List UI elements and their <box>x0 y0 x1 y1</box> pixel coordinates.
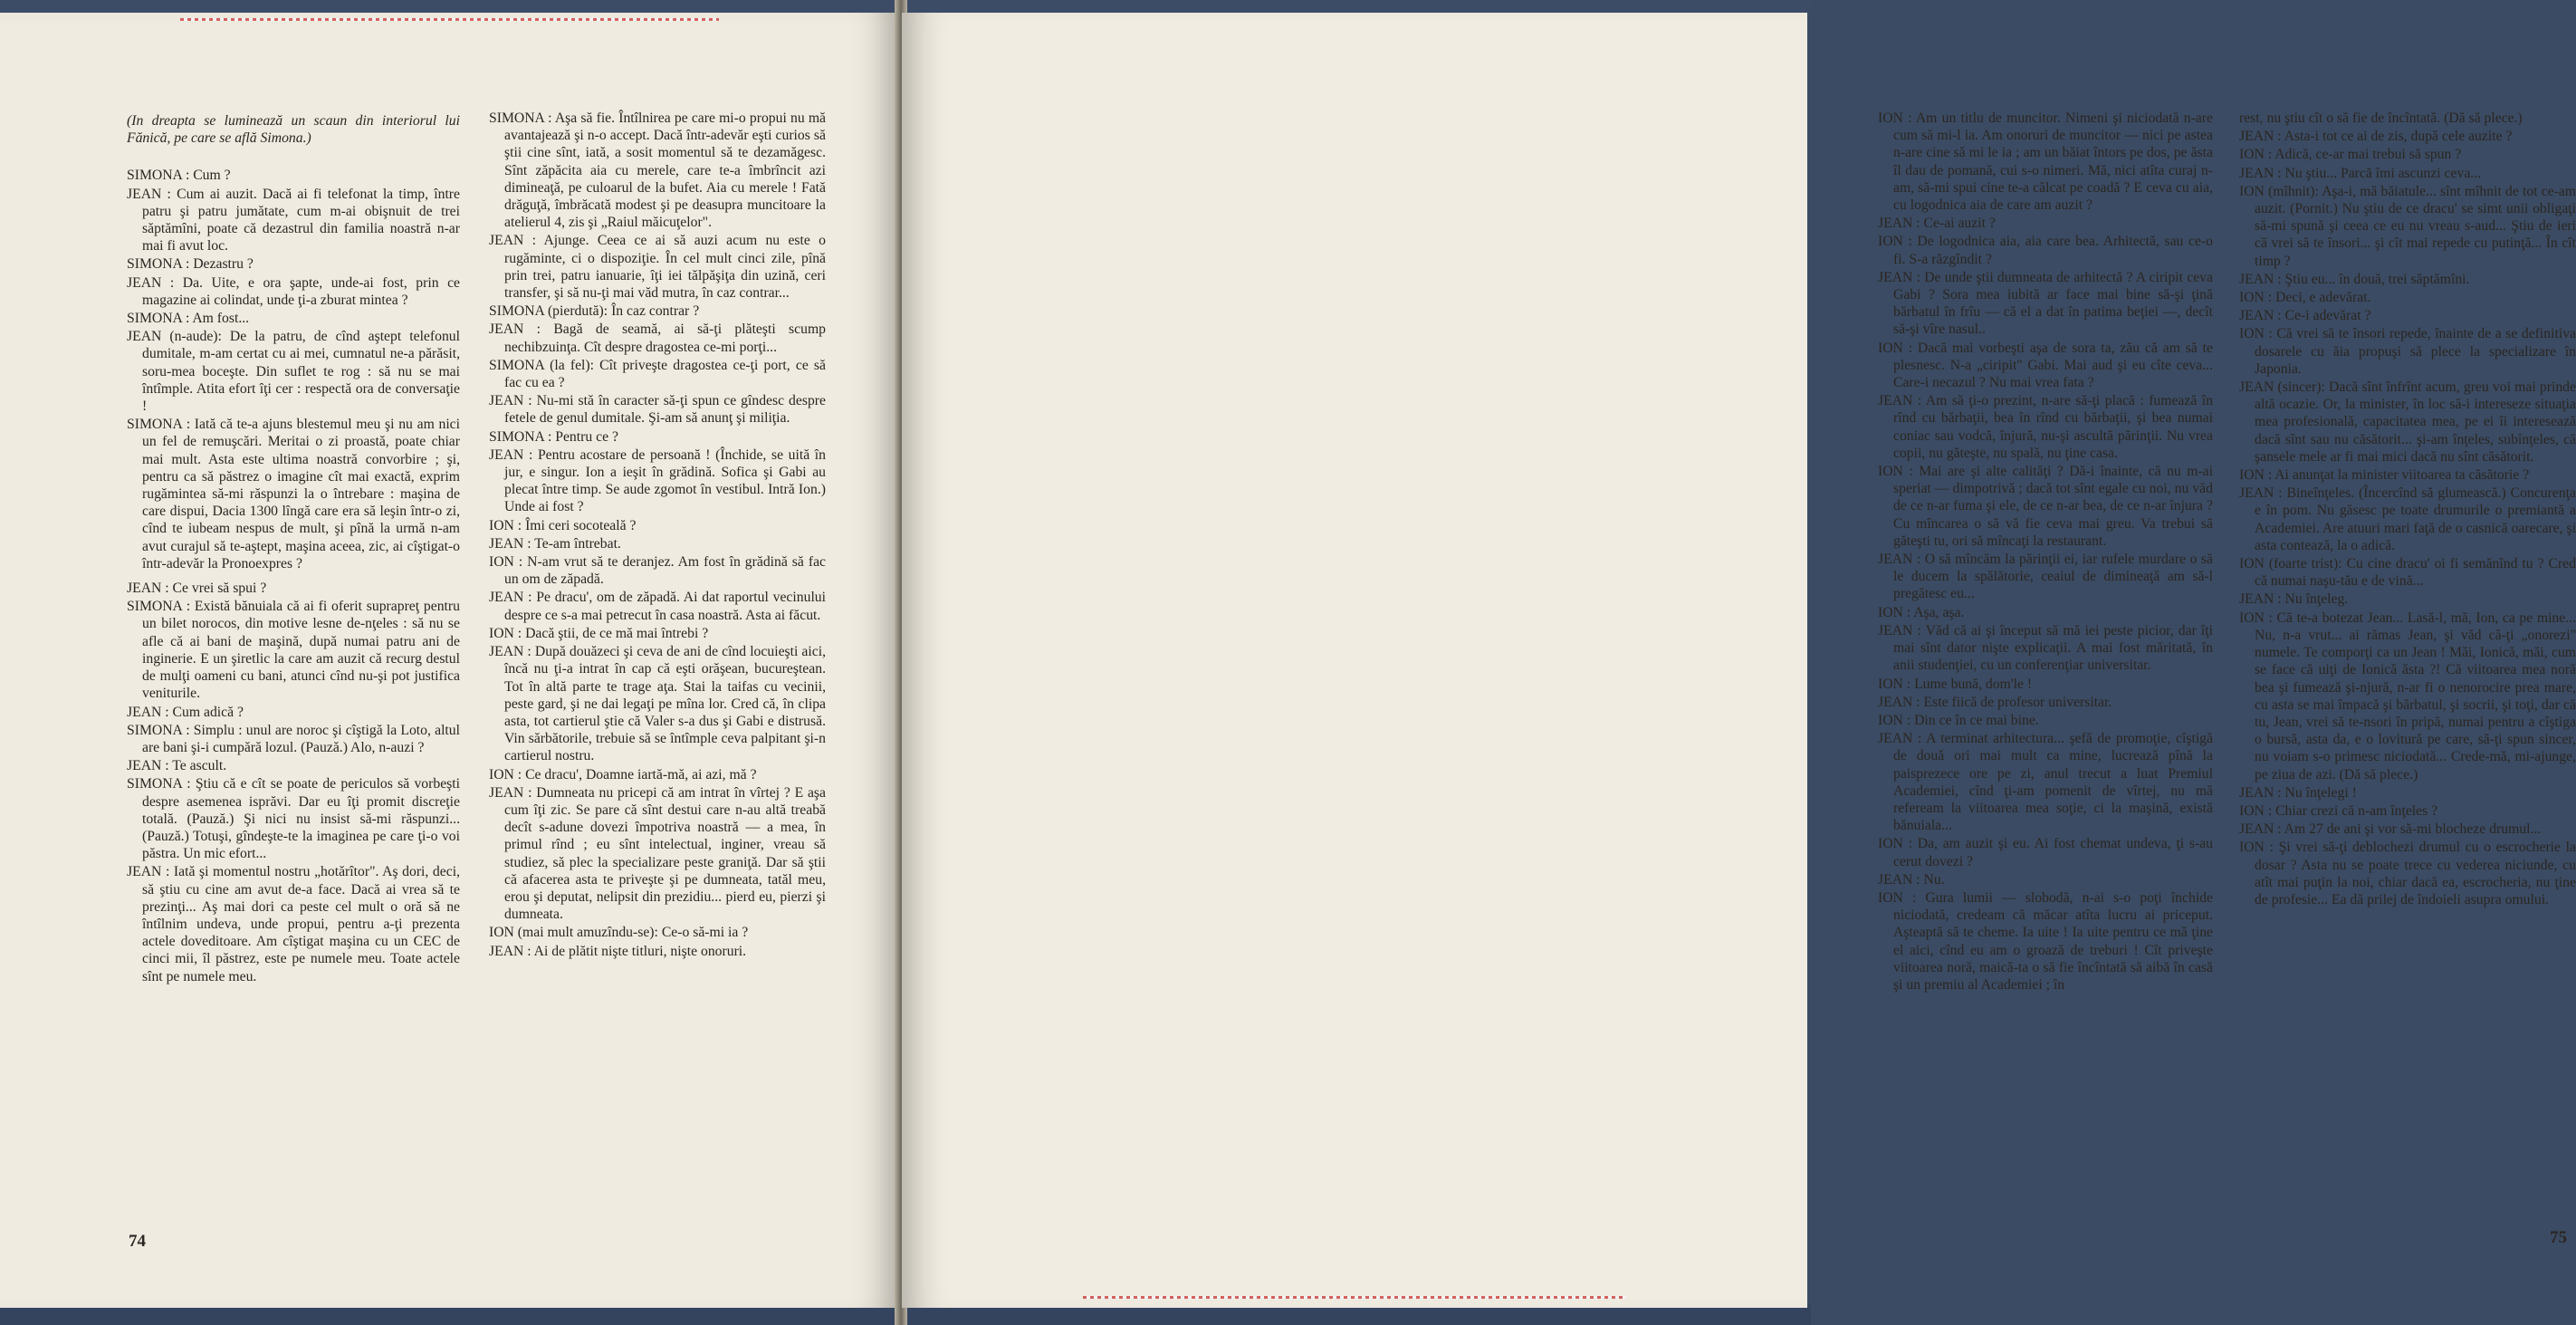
dialogue-line: JEAN : A terminat arhitectura... şefă de promoţie, cîştigă de două ori mai mult ca mine, lucrează pînă la paisprezece ore pe zi, anul trecut a luat Premiul Academiei, cînd ţi-am pomenit de vîrtej, nu mă refeream la viitoarea mea soţie, ci la maşină, există bănuiala... <box>1878 731 2213 834</box>
dialogue-line: ION : Aşa, aşa. <box>1878 604 1965 620</box>
dialogue-line: JEAN (sincer): Dacă sînt înfrînt acum, greu voi mai prinde altă ocazie. Or, la minister, în loc să-i intereseze situaţia mea profesională, capacitatea mea, pe ei îi interesează dacă sînt sau nu căsătorit... şi-am înţeles, subînţeles, că şansele mele ar fi mai mici dacă nu sînt căsătorit. <box>2239 379 2576 465</box>
dialogue-line: ION (foarte trist): Cu cine dracu' oi fi semănînd tu ? Cred că numai naşu-tău e de vină... <box>2239 556 2576 590</box>
right-page <box>902 13 2576 1308</box>
left-page-column-2 <box>489 110 826 961</box>
dialogue-line: JEAN : Asta-i tot ce ai de zis, după cele auzite ? <box>2239 129 2513 145</box>
dialogue-line: ION (mîhnit): Aşa-i, mă băiatule... sînt mîhnit de tot ce-am auzit. (Pornit.) Nu ştiu de ce dracu' se simt unii obligaţi să-mi spună şi ceea ce eu nu vreau s-aud... Ştiu de ieri că vrei să te însori... şi cît mai repede cu putinţă... În cît timp ? <box>2239 183 2576 269</box>
dialogue-line: ION : Că te-a botezat Jean... Lasă-l, mă, Ion, ca pe mine... Nu, n-a vrut... ai rămas Jean, şi văd că-ţi „onorezi" numele. Te comporţi ca un Jean ! Măi, Ionică, măi, cum se face că uiţi de Ionică ăsta ?! Că viitoarea mea noră bea şi fumează şi-njură, n-ar fi o nenorocire prea mare, cu asta se mai împacă şi bărbatul, şi socrii, şi toţi, dar că tu, Jean, vrei să te-nsori în pripă, numai pentru a cîştiga o bursă, asta da, e o lovitură pe care, să-ţi spun sincer, nu voiam s-o primesc niciodată... Crede-mă, mi-ajunge, pe ziua de azi. (Dă să plece.) <box>2239 610 2576 783</box>
dialogue-line: ION : Mai are şi alte calităţi ? Dă-i înainte, că nu m-ai speriat — dimpotrivă ; dacă tot sînt egale cu noi, nu văd de ce n-ar fuma şi ele, de ce n-ar bea, de ce n-ar înjura ? Cu mîncarea o să vă fie ceva mai greu. Va trebui să găteşti tu, ori să mîncaţi la restaurant. <box>1878 464 2213 549</box>
dialogue-line: JEAN : Dumneata nu pricepi că am intrat în vîrtej ? E aşa cum îţi zic. Se pare că sînt destui care n-au altă treabă decît s-adune dovezi împotriva noastră — a mea, în primul rînd ; eu sînt intelectual, inginer, vreau să studiez, să plec la specializare peste graniţă. Dar să ştii că afacerea asta te priveşte şi pe dumneata, tatăl meu, erou şi deputat, nelipsit din prezidiu... pierd eu, pierzi şi dumneata. <box>489 784 826 923</box>
dialogue-line: JEAN : Pentru acostare de persoană ! (Închide, se uită în jur, e singur. Ion a ieşit în grădină. Sofica şi Gabi au plecat între timp. Se aude zgomot în vestibul. Intră Ion.) Unde ai fost ? <box>489 446 826 515</box>
dialogue-line: JEAN : Am să ţi-o prezint, n-are să-ţi placă : fumează în rînd cu bărbaţii, bea în rînd cu bărbaţii, şi bea numai coniac sau vodcă, înjură, nu-şi ascultă părinţii. Nu vrea copii, nu găteşte, nu spală, nu ţine casa. <box>1878 393 2213 461</box>
dialogue-line: SIMONA : Cum ? <box>127 168 231 184</box>
dialogue-line: JEAN : De unde ştii dumneata de arhitectă ? A ciripit ceva Gabi ? Sora mea iubită ar face mai bine să-şi ţină bărbatul în frîu — că el a dat în patima beţiei —, decît să-şi vîre nasul.. <box>1878 269 2213 338</box>
dialogue-line: JEAN : Nu. <box>1878 871 1945 888</box>
dialogue-line: ION : Lume bună, dom'le ! <box>1878 676 2033 692</box>
page-number: 74 <box>129 1232 146 1251</box>
dialogue-line: JEAN : Ce-ai auzit ? <box>1878 216 1996 232</box>
binding-stitch-bottom <box>902 1288 1807 1308</box>
dialogue-line: ION : Adică, ce-ar mai trebui să spun ? <box>2239 147 2462 163</box>
dialogue-line: JEAN : O să mîncăm la părinţii ei, iar rufele murdare o să le ducem la spălătorie, ceaiul de dimineaţă am să-l pregătesc eu... <box>1878 552 2213 602</box>
dialogue-line: JEAN : Iată şi momentul nostru „hotărîtor". Aş dori, deci, să ştiu cu cine am avut de-a face. Dacă ai vrea să te prezinţi... Aş mai dori ca peste cel mult o oră să ne întîlnim undeva, unde propui, pentru a-ţi prezenta actele doveditoare. Am cîştigat maşina cu un CEC de cinci mii, îl păstrez, este pe numele meu. Toate actele sînt pe numele meu. <box>127 864 460 984</box>
stage-direction: (In dreapta se luminează un scaun din interiorul lui Fănică, pe care se află Simona.) <box>127 113 460 147</box>
dialogue-line: ION : Gura lumii — slobodă, n-ai s-o poţi închide niciodată, credeam că măcar atîta lucru ai priceput. Aşteaptă să te cheme. Ia uite ! Ia uite pentru ce mă ţine el aici, cînd eu am o groază de treburi ! Cît priveşte viitoarea noră, maică-ta o să fie încîntată să aibă în casă şi un premiu al Academiei ; în <box>1878 889 2213 993</box>
dialogue-line: JEAN : Bagă de seamă, ai să-ţi plăteşti scump nechibzuinţa. Cît despre dragostea ce-mi porţi... <box>489 322 826 355</box>
dialogue-line: JEAN : Bineînţeles. (Încercînd să glumească.) Concurenţa e în pom. Nu găsesc pe toate drumurile o premiantă a Academiei. Are atuuri mari faţă de o casnică oarecare, şi asta contează, la o adică. <box>2239 485 2576 553</box>
page-number: 75 <box>2550 1228 2567 1247</box>
left-page-column-1 <box>127 112 460 986</box>
dialogue-line: ION : Deci, e adevărat. <box>2239 290 2371 306</box>
dialogue-line: SIMONA : Ştiu că e cît se poate de periculos să vorbeşti despre asemenea isprăvi. Dar eu îţi promit discreţie totală. (Pauză.) Şi nici nu insist să-mi răspunzi... (Pauză.) Totuşi, gîndeşte-te la imaginea pe care ţi-o voi păstra. Un mic efort... <box>127 776 460 862</box>
dialogue-line: JEAN : Este fiică de profesor universitar. <box>1878 694 2112 710</box>
dialogue-line: JEAN : Ce-i adevărat ? <box>2239 308 2371 324</box>
dialogue-line: ION : Ce dracu', Doamne iartă-mă, ai azi, mă ? <box>489 766 757 783</box>
dialogue-line: JEAN (n-aude): De la patru, de cînd aştept telefonul dumitale, m-am certat cu ai mei, cumnatul ne-a părăsit, soru-mea boceşte. Din suflet te rog : să nu se mai întîmple. Atita efort îţi cer : respectă ora de conversaţie ! <box>127 329 460 415</box>
dialogue-line: JEAN : Nu ştiu... Parcă îmi ascunzi ceva... <box>2239 165 2482 181</box>
dialogue-line: JEAN : Ai de plătit nişte titluri, nişte onoruri. <box>489 943 747 959</box>
dialogue-line: JEAN : Te-am întrebat. <box>489 535 621 552</box>
dialogue-line: ION : Da, am auzit şi eu. Ai fost chemat undeva, ţi s-au cerut dovezi ? <box>1878 836 2213 869</box>
dialogue-line: JEAN : Ajunge. Ceea ce ai să auzi acum nu este o rugăminte, ci o dispoziţie. În cel mult cinci zile, pînă prin trei, patru ianuarie, îţi iei tălpăşiţa din uzină, ceri transfer, şi să nu-ţi mai văd mutra, în caz contrar... <box>489 233 826 302</box>
dialogue-line: ION : Din ce în ce mai bine. <box>1878 712 2039 728</box>
dialogue-line: JEAN : Nu-mi stă în caracter să-ţi spun ce gîndesc despre fetele de genul dumitale. Şi-am să anunţ şi miliţia. <box>489 393 826 427</box>
dialogue-line: JEAN : Pe dracu', om de zăpadă. Ai dat raportul vecinului despre ce s-a mai petrecut în casa noastră. Asta ai făcut. <box>489 590 826 623</box>
dialogue-line: ION (mai mult amuzîndu-se): Ce-o să-mi ia ? <box>489 925 749 941</box>
dialogue-line: ION : Îmi ceri socoteală ? <box>489 517 637 533</box>
right-page-column-1 <box>1878 110 2213 994</box>
dialogue-line: SIMONA : Simplu : unul are noroc şi cîştigă la Loto, altul are bani şi-i cumpără lozul. (Pauză.) Alo, n-auzi ? <box>127 722 460 755</box>
left-page <box>0 13 899 1308</box>
dialogue-line: ION : Şi vrei să-ţi deblochezi drumul cu o escrocherie la dosar ? Asta nu se poate trece cu vederea niciunde, cu atît mai puţin la noi, chiar dacă ea, escrocheria, nu ţine de profesie... Ea dă prilej de îndoieli asupra omului. <box>2239 840 2576 907</box>
dialogue-line: JEAN : Ştiu eu... în două, trei săptămîni. <box>2239 271 2470 287</box>
dialogue-line: JEAN : Nu înţelegi ! <box>2239 784 2357 801</box>
dialogue-line: ION : Am un titlu de muncitor. Nimeni şi niciodată n-are cum să mi-l ia. Am onoruri de muncitor — nici pe astea n-are cine să mi le ia ; am un băiat întors pe dos, pe ăsta îl dau de pomană, cui s-o nimeri. Mă, nici atîta curaj n-am, să-mi spui cine te-a călcat pe coadă ? E ceva cu aia, cu logodnica aia de care am auzit ? <box>1878 110 2213 214</box>
dialogue-line: SIMONA (pierdută): În caz contrar ? <box>489 303 700 320</box>
dialogue-line: JEAN : Cum adică ? <box>127 704 244 720</box>
right-page-column-2 <box>2239 110 2576 909</box>
dialogue-line: SIMONA : Am fost... <box>127 311 250 327</box>
dialogue-line: ION : Dacă mai vorbeşti aşa de sora ta, zău că am să te plesnesc. N-a „ciripit" Gabi. Mai aud şi eu cîte ceva... Care-i necazul ? Nu mai vrea fata ? <box>1878 340 2213 391</box>
dialogue-line: ION : De logodnica aia, aia care bea. Arhitectă, sau ce-o fi. S-a răzgîndit ? <box>1878 234 2213 267</box>
dialogue-line: JEAN : Ce vrei să spui ? <box>127 581 267 597</box>
dialogue-line: rest, nu ştiu cît o să fie de încîntată. (Dă să plece.) <box>2239 110 2523 126</box>
dialogue-line: JEAN : După douăzeci şi ceva de ani de cînd locuieşti aici, încă nu ţi-a intrat în cap că eşti orăşean, bucureştean. Tot în altă parte te trage aţa. Stai la taifas cu vecinii, peste gard, şi ne dai legaţi pe mîna lor. Cred că, în clipa asta, tot cartierul ştie că Valer s-a dus şi Gabi e distrusă. Vin sărbătorile, trebuie să se întîmple ceva palpitant şi-n cartierul nostru. <box>489 644 826 764</box>
dialogue-line: JEAN : Cum ai auzit. Dacă ai fi telefonat la timp, între patru şi patru jumătate, cum m-ai obişnuit de trei săptămîni, poate că dezastrul din familia noastră n-ar mai fi avut loc. <box>127 186 460 254</box>
dialogue-line: JEAN : Nu înţeleg. <box>2239 591 2349 608</box>
dialogue-line: JEAN : Văd că ai şi început să mă iei peste picior, dar îţi mai sînt dator nişte explicaţii. A mai fost măritată, în anii studenţiei, cu un conferenţiar universitar. <box>1878 622 2213 674</box>
dialogue-line: ION : Că vrei să te însori repede, înainte de a se definitiva dosarele cu ăia propuşi să plece la specializare în Japonia. <box>2239 326 2576 377</box>
dialogue-line: SIMONA : Există bănuiala că ai fi oferit suprapreţ pentru un bilet norocos, din motive lesne de-nţeles : să nu se afle că ai bani de maşină, după numai patru ani de inginerie. E un şiretlic la care am auzit că recurg destul de mulţi oameni cu bani, atunci cînd nu-şi pot justifica veniturile. <box>127 599 460 702</box>
dialogue-line: JEAN : Da. Uite, e ora şapte, unde-ai fost, prin ce magazine ai colindat, unde ţi-a zburat mintea ? <box>127 274 460 308</box>
dialogue-line: ION : Ai anunţat la minister viitoarea ta căsătorie ? <box>2239 467 2530 484</box>
dialogue-line: SIMONA : Pentru ce ? <box>489 428 618 445</box>
dialogue-line: JEAN : Te ascult. <box>127 758 227 774</box>
dialogue-line: SIMONA : Iată că te-a ajuns blestemul meu şi nu am nici un fel de remuşcări. Meritai o zi proastă, poate chiar mai mult. Asta este ultima noastră convorbire ; şi, pentru ca să păstrez o imagine cît mai exactă, exprim rugămintea să-mi răspunzi la o întrebare : maşina de care dispui, Dacia 1300 lîngă care era să leşin într-o zi, cînd te iubeam nespus de mult, şi pînă la urmă n-am avut curajul să te-aştept, maşina aceea, zic, ai cîştigat-o într-adevăr la Pronoexpres ? <box>127 417 460 571</box>
dialogue-line: ION : Chiar crezi că n-am înţeles ? <box>2239 802 2438 819</box>
dialogue-line: SIMONA : Aşa să fie. Întîlnirea pe care mi-o propui nu mă avantajează şi n-o accept. Dacă într-adevăr eşti curios să ştii cine sînt, iată, a sosit momentul să te dezamăgesc. Sînt zăpăcita aia cu merele, care te-a îmbrîncit azi dimineaţă, pe culoarul de la bufet. Aia cu merele ! Fată drăguţă, îmbrăcată modest şi pe deasupra muncitoare la atelierul 4, zis şi „Raiul măicuţelor". <box>489 110 826 231</box>
dialogue-line: ION : N-am vrut să te deranjez. Am fost în grădină să fac un om de zăpadă. <box>489 554 826 588</box>
dialogue-line: ION : Dacă ştii, de ce mă mai întrebi ? <box>489 625 709 641</box>
dialogue-line: JEAN : Am 27 de ani şi vor să-mi blocheze drumul... <box>2239 821 2542 838</box>
dialogue-line: SIMONA (la fel): Cît priveşte dragostea ce-ţi port, ce să fac cu ea ? <box>489 357 826 391</box>
dialogue-line: SIMONA : Dezastru ? <box>127 256 254 273</box>
binding-stitch-top <box>0 13 899 25</box>
